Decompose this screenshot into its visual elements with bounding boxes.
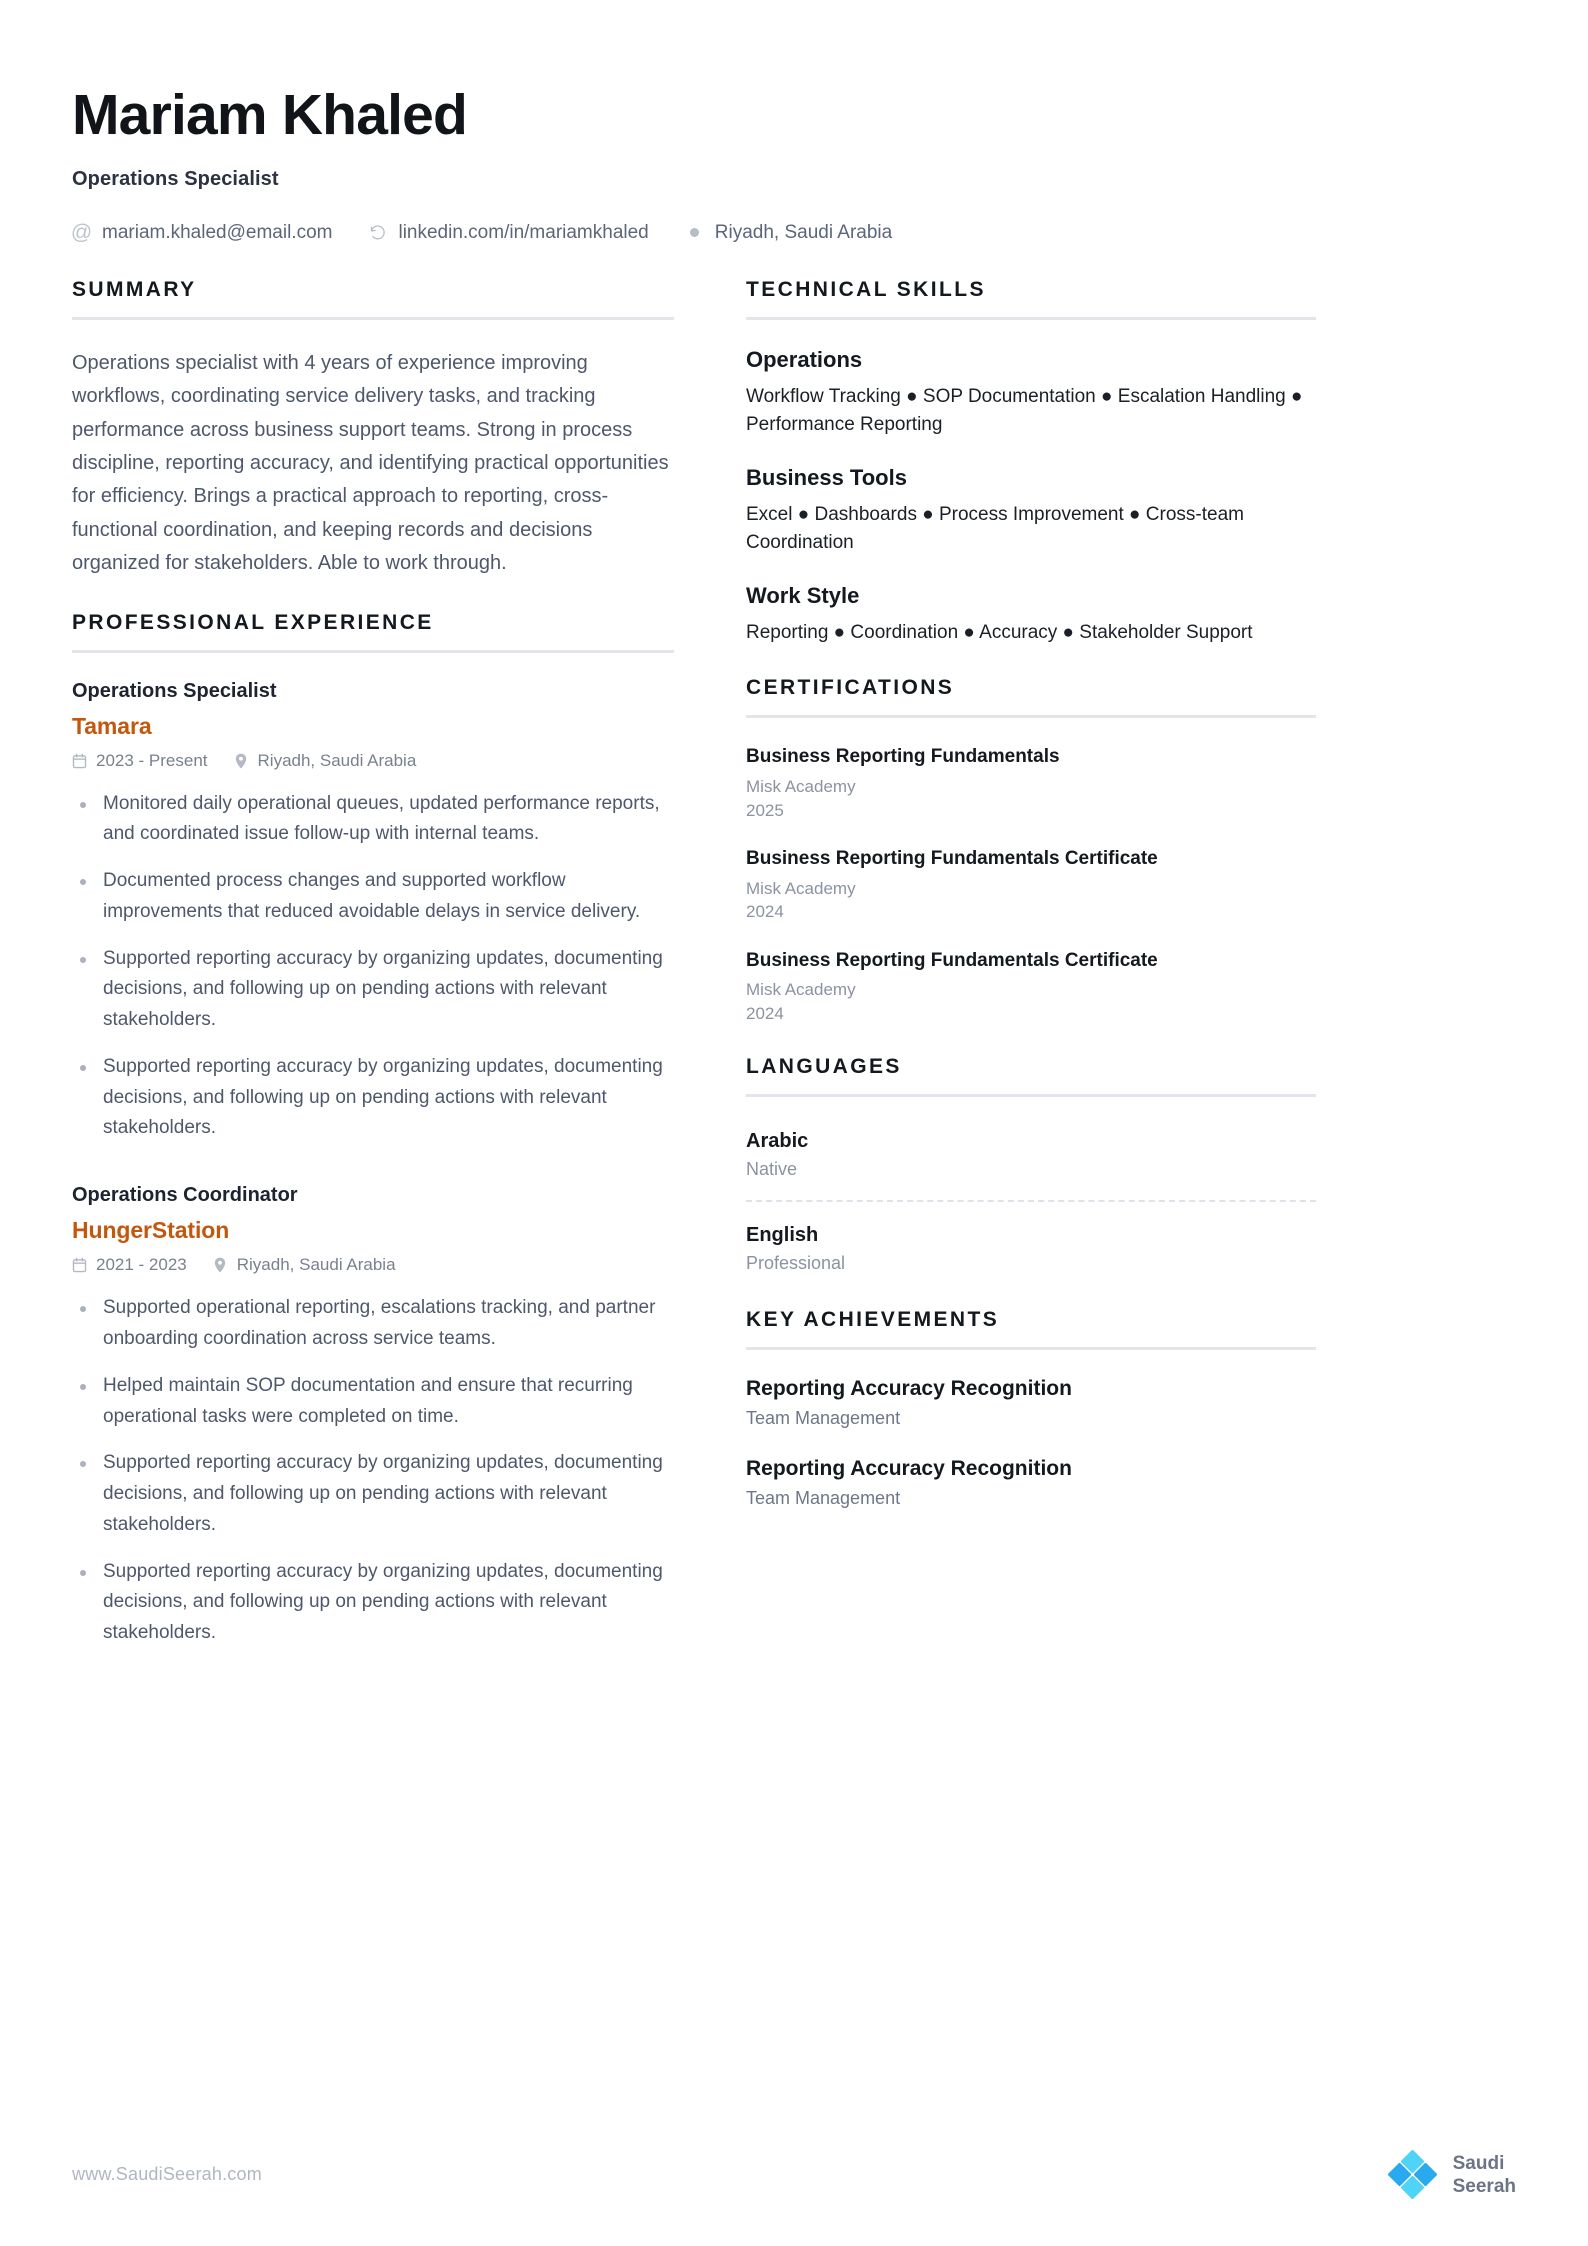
map-pin-icon xyxy=(234,753,249,769)
job-company: HungerStation xyxy=(72,1217,230,1244)
summary-heading: SUMMARY xyxy=(72,278,674,320)
language-name: English xyxy=(746,1224,819,1247)
job-meta xyxy=(72,751,674,771)
calendar-icon xyxy=(72,753,87,769)
calendar-icon xyxy=(72,1257,87,1273)
experience-heading: PROFESSIONAL EXPERIENCE xyxy=(72,611,674,653)
job-bullet: Monitored daily operational queues, updated performance reports, and coordinated issue follow-up with internal teams. xyxy=(72,789,674,851)
language-item xyxy=(746,1124,1316,1200)
certification-year: 2024 xyxy=(746,902,784,922)
achievement-item xyxy=(746,1457,1316,1509)
language-level: Native xyxy=(746,1159,798,1180)
job-dates-text: 2023 - Present xyxy=(96,750,208,770)
resume-columns xyxy=(72,278,1516,1679)
certification-item xyxy=(746,949,1316,1026)
job-role: Operations Coordinator xyxy=(72,1184,298,1207)
footer-website-url[interactable]: www.SaudiSeerah.com xyxy=(72,2164,262,2185)
resume-header xyxy=(70,83,1516,245)
contact-location xyxy=(685,222,892,244)
job-bullet: Supported reporting accuracy by organizing updates, documenting decisions, and following up on pending actions with relevant stakeholders. xyxy=(72,1557,674,1649)
contact-email[interactable] xyxy=(72,222,332,244)
achievement-title: Reporting Accuracy Recognition xyxy=(746,1457,1072,1481)
experience-item xyxy=(72,680,674,1145)
section-experience xyxy=(72,611,674,1649)
job-bullet: Supported operational reporting, escalations tracking, and partner onboarding coordination across service teams. xyxy=(72,1293,674,1355)
job-bullets xyxy=(72,1293,674,1649)
achievements-heading: KEY ACHIEVEMENTS xyxy=(746,1308,1316,1350)
section-certifications xyxy=(746,676,1316,1025)
job-dates xyxy=(72,1255,187,1275)
certification-org: Misk Academy xyxy=(746,878,856,898)
left-column xyxy=(72,278,674,1679)
skill-group-items: Reporting ● Coordination ● Accuracy ● Stakeholder Support xyxy=(746,621,1253,643)
job-company: Tamara xyxy=(72,712,152,739)
candidate-name: Mariam Khaled xyxy=(72,83,468,147)
contact-location-text: Riyadh, Saudi Arabia xyxy=(714,221,893,243)
achievement-subtitle: Team Management xyxy=(746,1488,901,1509)
diamond-cluster-icon xyxy=(1390,2152,1436,2198)
job-bullet: Supported reporting accuracy by organizing updates, documenting decisions, and following up on pending actions with relevant stakeholders. xyxy=(72,944,674,1036)
job-location-text: Riyadh, Saudi Arabia xyxy=(257,750,417,770)
skill-group-name: Operations xyxy=(746,346,863,372)
contact-linkedin-text: linkedin.com/in/mariamkhaled xyxy=(398,221,649,243)
languages-heading: LANGUAGES xyxy=(746,1055,1316,1097)
job-bullet: Supported reporting accuracy by organizing updates, documenting decisions, and following up on pending actions with relevant stakeholders. xyxy=(72,1052,674,1144)
job-bullet: Supported reporting accuracy by organizing updates, documenting decisions, and following up on pending actions with relevant stakeholders. xyxy=(72,1448,674,1540)
section-languages xyxy=(746,1055,1316,1278)
certification-item xyxy=(746,745,1316,822)
language-item xyxy=(746,1200,1316,1278)
section-summary xyxy=(72,278,674,581)
summary-text: Operations specialist with 4 years of experience improving workflows, coordinating service delivery tasks, and tracking performance across business support teams. Strong in process discipline, reporting accuracy, and identifying practical opportunities for efficiency. Brings a practical approach to reporting, cross-functional coordination, and keeping records and decisions organized for stakeholders. Able to work through. xyxy=(72,351,669,575)
job-meta xyxy=(72,1255,674,1275)
skill-group xyxy=(746,347,1316,439)
job-location xyxy=(213,1255,396,1275)
contact-row xyxy=(72,222,1516,244)
contact-linkedin[interactable] xyxy=(368,222,648,244)
at-icon: @ xyxy=(70,221,93,245)
skills-heading: TECHNICAL SKILLS xyxy=(746,278,1316,320)
job-role: Operations Specialist xyxy=(72,679,277,702)
skill-group-items: Workflow Tracking ● SOP Documentation ● Escalation Handling ● Performance Reporting xyxy=(746,385,1303,435)
contact-email-text: mariam.khaled@email.com xyxy=(102,221,333,243)
job-bullet: Documented process changes and supported workflow improvements that reduced avoidable delays in service delivery. xyxy=(72,866,674,928)
certification-item xyxy=(746,847,1316,924)
skill-group xyxy=(746,465,1316,557)
section-skills xyxy=(746,278,1316,647)
language-level: Professional xyxy=(746,1253,846,1274)
certification-org: Misk Academy xyxy=(746,980,856,1000)
skill-group-name: Work Style xyxy=(746,582,860,608)
map-pin-icon xyxy=(213,1257,228,1273)
job-dates-text: 2021 - 2023 xyxy=(96,1255,187,1275)
job-bullets xyxy=(72,789,674,1145)
job-location xyxy=(234,751,417,771)
job-dates xyxy=(72,751,208,771)
link-icon xyxy=(368,223,387,242)
certifications-heading: CERTIFICATIONS xyxy=(746,676,1316,718)
certification-year: 2025 xyxy=(746,800,784,820)
location-dot-icon xyxy=(685,223,704,242)
experience-item xyxy=(72,1184,674,1649)
achievement-title: Reporting Accuracy Recognition xyxy=(746,1377,1072,1401)
skill-group xyxy=(746,583,1316,647)
skill-group-items: Excel ● Dashboards ● Process Improvement ● Cross-team Coordination xyxy=(746,503,1244,553)
brand-logo xyxy=(1390,2152,1516,2198)
section-achievements xyxy=(746,1308,1316,1509)
brand-name-line2: Seerah xyxy=(1452,2175,1516,2197)
certification-name: Business Reporting Fundamentals Certificate xyxy=(746,848,1158,870)
skill-group-name: Business Tools xyxy=(746,464,907,490)
achievement-item xyxy=(746,1377,1316,1429)
certification-name: Business Reporting Fundamentals xyxy=(746,746,1060,768)
brand-name-line1: Saudi xyxy=(1452,2152,1505,2174)
certification-name: Business Reporting Fundamentals Certificate xyxy=(746,949,1158,971)
job-location-text: Riyadh, Saudi Arabia xyxy=(236,1255,396,1275)
certification-org: Misk Academy xyxy=(746,777,856,797)
candidate-job-title: Operations Specialist xyxy=(72,167,279,190)
achievement-subtitle: Team Management xyxy=(746,1408,901,1429)
job-bullet: Helped maintain SOP documentation and ensure that recurring operational tasks were completed on time. xyxy=(72,1371,674,1433)
resume-footer xyxy=(72,2152,1516,2198)
certification-year: 2024 xyxy=(746,1003,784,1023)
right-column xyxy=(746,278,1316,1539)
brand-name xyxy=(1453,2152,1516,2198)
language-name: Arabic xyxy=(746,1130,809,1153)
